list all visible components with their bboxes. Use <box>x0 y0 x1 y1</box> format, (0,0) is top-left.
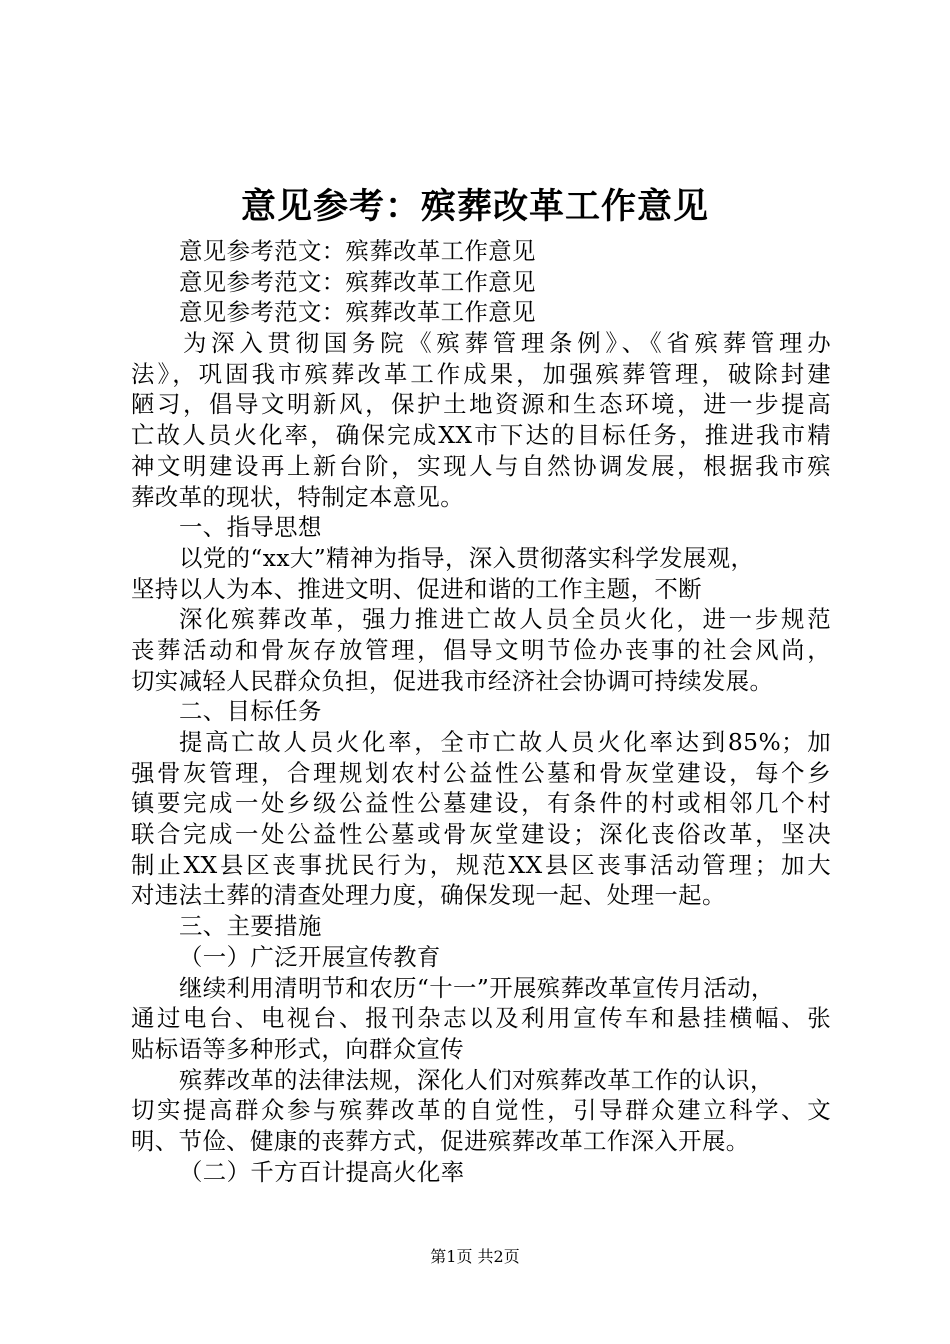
page-number-footer: 第1页 共2页 <box>430 1247 520 1266</box>
text-line: 陋习，倡导文明新风，保护土地资源和生态环境，进一步提高 <box>131 390 831 419</box>
text-line: 提高亡故人员火化率，全市亡故人员火化率达到85%；加 <box>179 728 831 756</box>
text-line: 以党的“xx大”精神为指导，深入贯彻落实科学发展观， <box>179 543 755 572</box>
text-line: 葬改革的现状，特制定本意见。 <box>131 482 465 511</box>
text-line: 强骨灰管理，合理规划农村公益性公墓和骨灰堂建设，每个乡 <box>131 758 831 787</box>
text-line: 明、节俭、健康的丧葬方式，促进殡葬改革工作深入开展。 <box>131 1126 750 1155</box>
text-line: 制止XX县区丧事扰民行为，规范XX县区丧事活动管理；加大 <box>131 850 831 879</box>
text-line: 为深入贯彻国务院《殡葬管理条例》、《省殡葬管理办 <box>183 329 831 358</box>
text-line: 神文明建设再上新台阶，实现人与自然协调发展，根据我市殡 <box>131 451 831 480</box>
text-line: 丧葬活动和骨灰存放管理，倡导文明节俭办丧事的社会风尚， <box>131 635 831 664</box>
text-line: 联合完成一处公益性公墓或骨灰堂建设；深化丧俗改革，坚决 <box>131 820 831 849</box>
text-line: 亡故人员火化率，确保完成XX市下达的目标任务，推进我市精 <box>131 421 831 450</box>
text-line: 镇要完成一处乡级公益性公墓建设，有条件的村或相邻几个村 <box>131 789 831 818</box>
text-line: 贴标语等多种形式，向群众宣传 <box>131 1034 465 1063</box>
text-line: 切实减轻人民群众负担，促进我市经济社会协调可持续发展。 <box>131 666 774 695</box>
text-line: 对违法土葬的清查处理力度，确保发现一起、处理一起。 <box>131 881 726 910</box>
text-line: 意见参考范文：殡葬改革工作意见 <box>179 237 536 265</box>
text-line: 坚持以人为本、推进文明、促进和谐的工作主题，不断 <box>131 574 702 603</box>
text-line: 通过电台、电视台、报刊杂志以及利用宣传车和悬挂横幅、张 <box>131 1004 831 1033</box>
subsection-heading: （一）广泛开展宣传教育 <box>179 942 441 971</box>
text-line: 意见参考范文：殡葬改革工作意见 <box>179 298 536 327</box>
subsection-heading: （二）千方百计提高火化率 <box>179 1157 465 1186</box>
document-body <box>131 236 831 1187</box>
text-line: 继续利用清明节和农历“十一”开展殡葬改革宣传月活动， <box>179 973 775 1002</box>
text-line: 殡葬改革的法律法规，深化人们对殡葬改革工作的认识， <box>179 1065 774 1094</box>
text-line: 深化殡葬改革，强力推进亡故人员全员火化，进一步规范 <box>179 605 831 634</box>
section-heading: 一、指导思想 <box>179 513 322 542</box>
text-line: 法》，巩固我市殡葬改革工作成果，加强殡葬管理，破除封建 <box>131 359 831 388</box>
text-line: 切实提高群众参与殡葬改革的自觉性，引导群众建立科学、文 <box>131 1096 831 1125</box>
text-line: 意见参考范文：殡葬改革工作意见 <box>179 267 536 296</box>
section-heading: 二、目标任务 <box>179 697 322 726</box>
section-heading: 三、主要措施 <box>179 912 322 941</box>
document-title: 意见参考：殡葬改革工作意见 <box>240 186 709 227</box>
